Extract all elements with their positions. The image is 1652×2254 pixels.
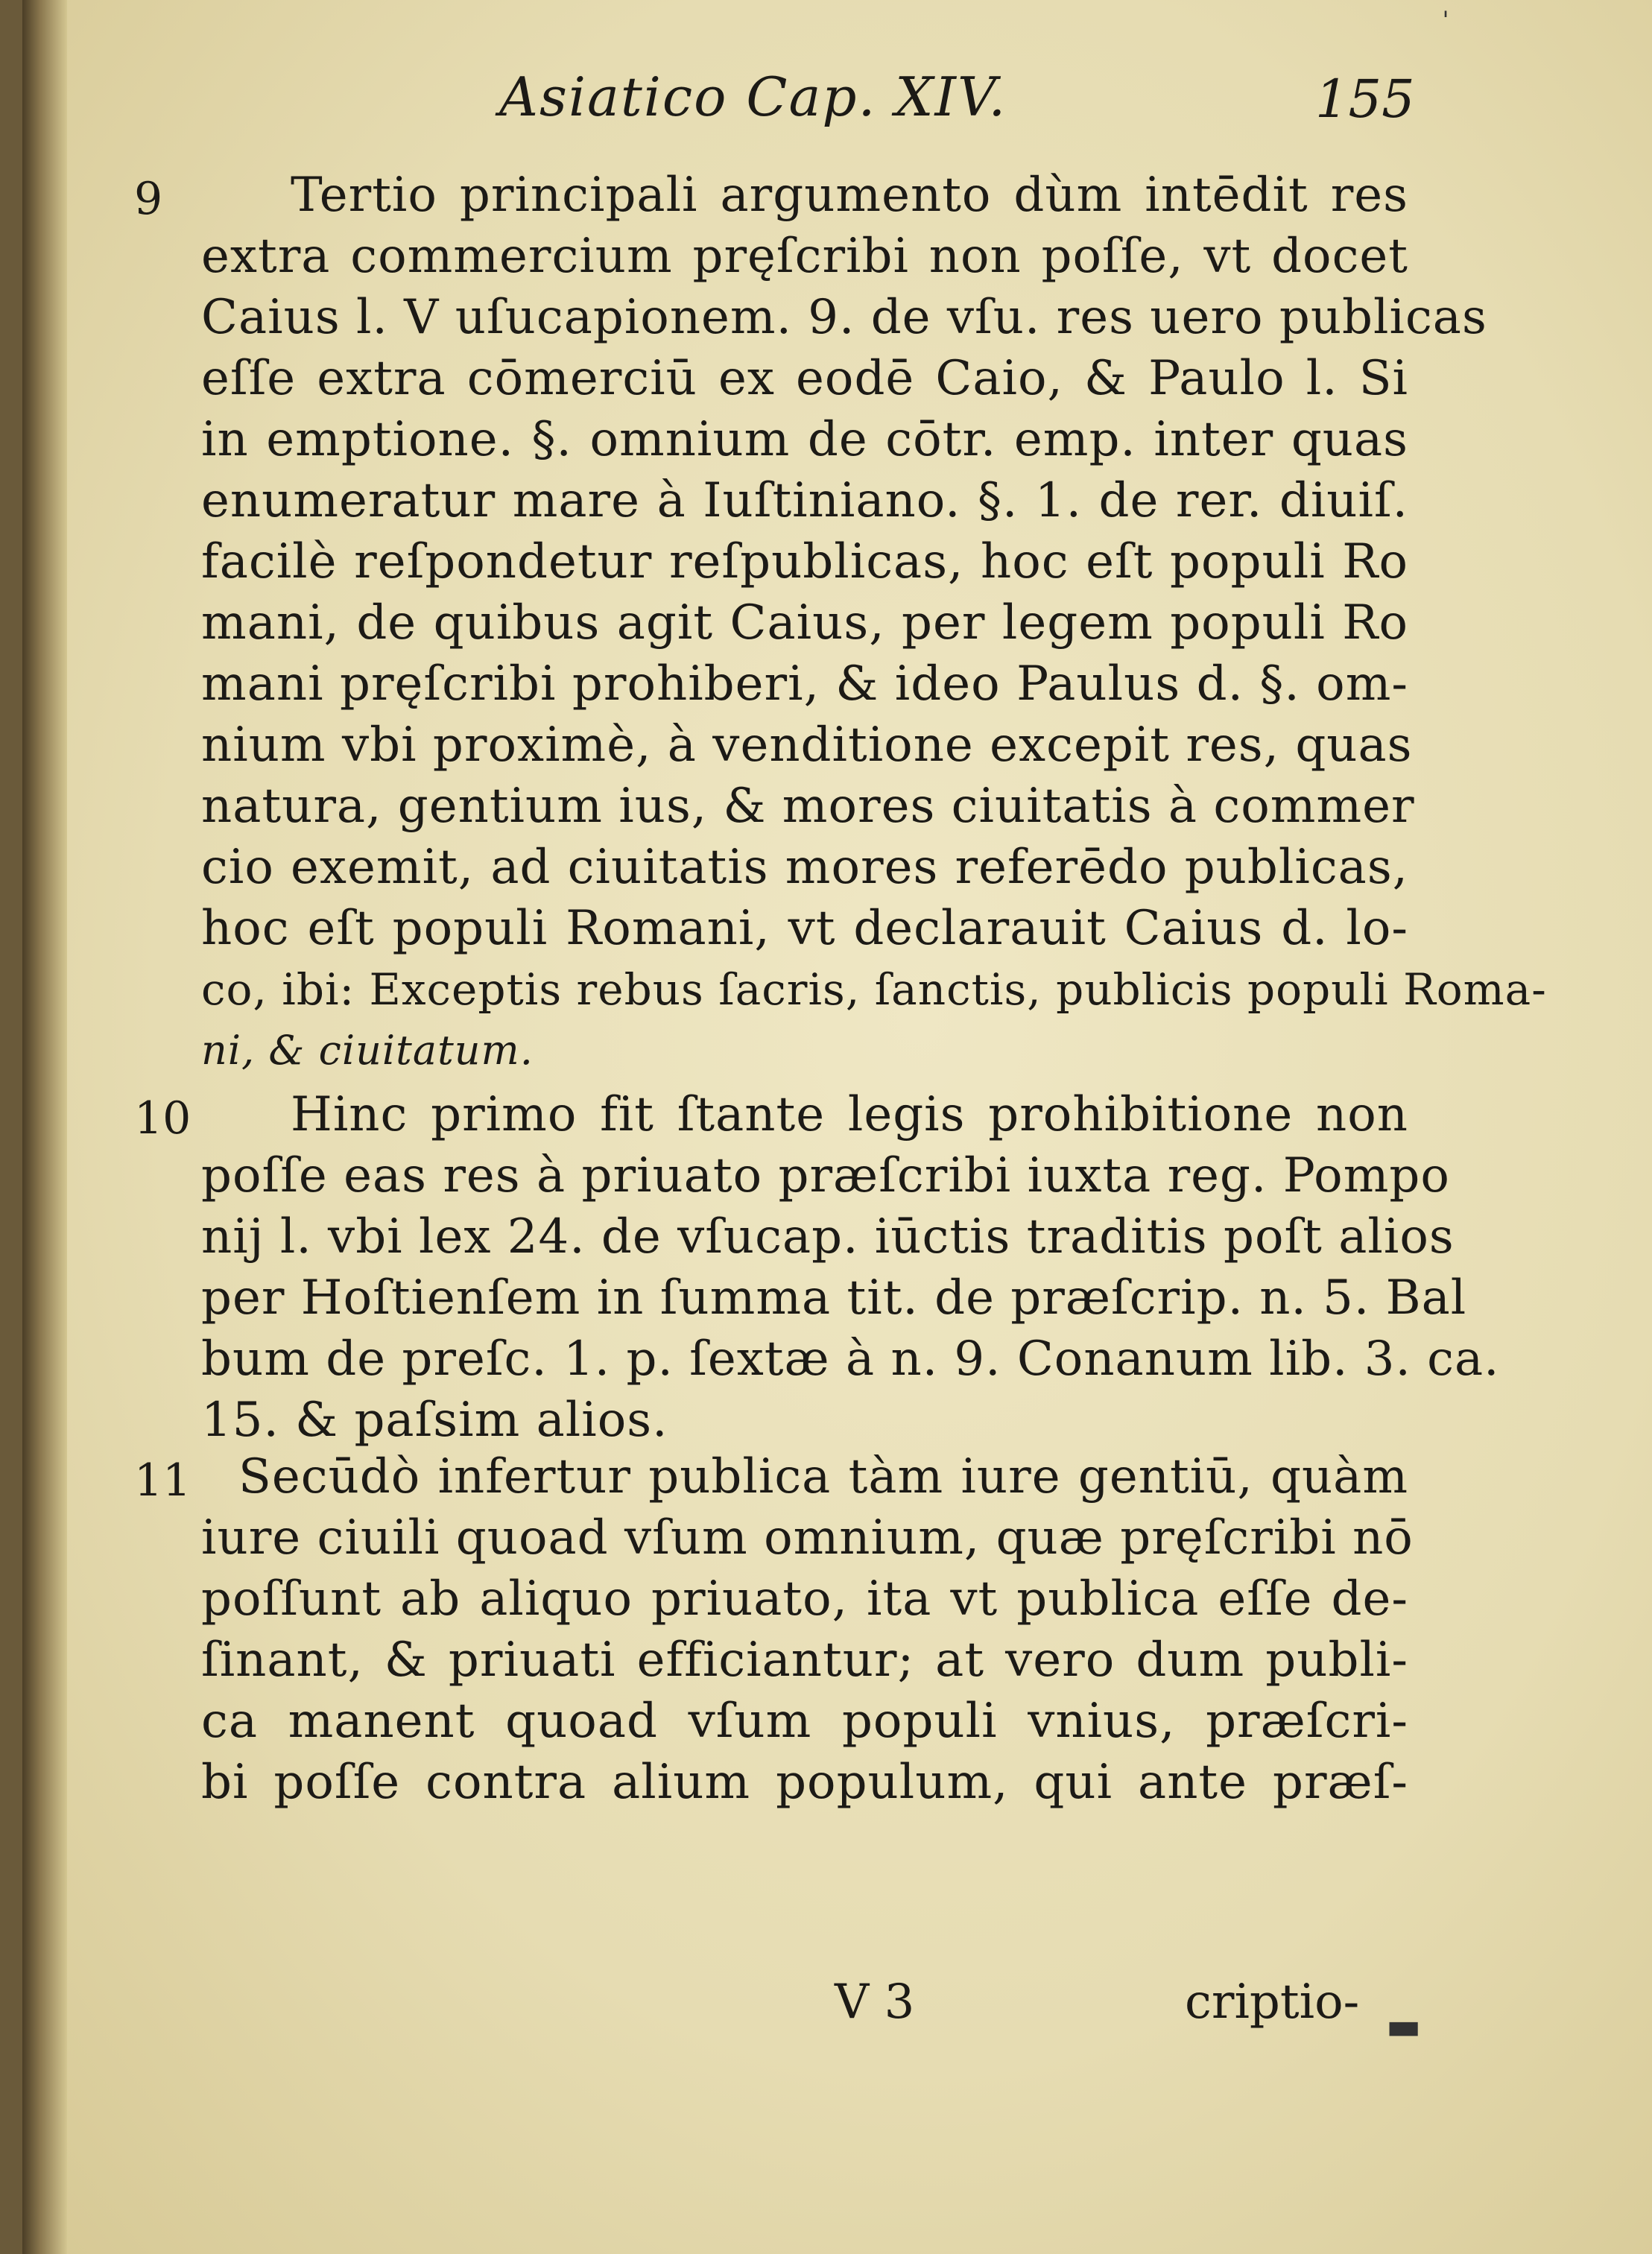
text-line: ni, & ciuitatum. bbox=[201, 1027, 534, 1074]
text-line: per Hoſtienſem in ſumma tit. de præſcrip. n. 5. Bal bbox=[201, 1270, 1467, 1326]
text-line: ca manent quoad vſum populi vnius, præſcri- bbox=[201, 1694, 1408, 1749]
text-line: bum de preſc. 1. p. ſextæ à n. 9. Conanum lib. 3. ca. bbox=[201, 1332, 1500, 1387]
text-line: poſſe eas res à priuato præſcribi iuxta reg. Pompo bbox=[201, 1148, 1450, 1203]
ink-tick-icon: ˈ bbox=[1442, 7, 1449, 38]
text-line: poſſunt ab aliquo priuato, ita vt publica eſſe de- bbox=[201, 1571, 1408, 1627]
running-head: Asiatico Cap. XIV. bbox=[499, 66, 1007, 128]
text-line: bi poſſe contra alium populum, qui ante præſ- bbox=[201, 1755, 1408, 1810]
catchword: criptio- bbox=[1185, 1975, 1360, 2030]
text-line: cio exemit, ad ciuitatis mores referēdo publicas, bbox=[201, 840, 1408, 895]
text-line: eſſe extra cōmerciū ex eodē Caio, & Paulo l. Si bbox=[201, 351, 1408, 406]
text-line: nij l. vbi lex 24. de vſucap. iūctis traditis poſt alios bbox=[201, 1209, 1455, 1264]
margin-number-9: 9 bbox=[134, 173, 163, 225]
text-line: 15. & paſsim alios. bbox=[201, 1393, 668, 1448]
text-line: facilè reſpondetur reſpublicas, hoc eſt populi Ro bbox=[201, 534, 1408, 589]
signature-mark: V 3 bbox=[835, 1975, 915, 2030]
text-line: in emptione. §. omnium de cōtr. emp. inter quas bbox=[201, 412, 1408, 467]
text-line: Secūdò infertur publica tàm iure gentiū, quàm bbox=[238, 1449, 1408, 1504]
text-line: hoc eſt populi Romani, vt declarauit Caius d. lo- bbox=[201, 901, 1408, 956]
text-line: extra commercium pręſcribi non poſſe, vt docet bbox=[201, 229, 1408, 284]
page-number: 155 bbox=[1315, 69, 1415, 130]
text-line: Tertio principali argumento dùm intēdit res bbox=[291, 168, 1408, 223]
text-line: enumeratur mare à Iuſtiniano. §. 1. de rer. diuiſ. bbox=[201, 473, 1408, 528]
book-page bbox=[22, 0, 1652, 2254]
text-line: natura, gentium ius, & mores ciuitatis à commer bbox=[201, 779, 1415, 834]
text-line: mani pręſcribi prohiberi, & ideo Paulus d. §. om- bbox=[201, 656, 1408, 712]
text-line: mani, de quibus agit Caius, per legem populi Ro bbox=[201, 595, 1408, 650]
text-line: Hinc primo fit ſtante legis prohibitione non bbox=[291, 1087, 1408, 1142]
binding-gutter bbox=[22, 0, 67, 2254]
text-line: co, ibi: Exceptis rebus ſacris, ſanctis, publicis populi Roma- bbox=[201, 964, 1547, 1015]
margin-number-10: 10 bbox=[134, 1092, 192, 1145]
text-line: nium vbi proximè, à venditione excepit res, quas bbox=[201, 718, 1413, 773]
text-line: iure ciuili quoad vſum omnium, quæ pręſcribi nō bbox=[201, 1510, 1414, 1566]
text-line: ſinant, & priuati efficiantur; at vero dum publi- bbox=[201, 1633, 1408, 1688]
text-line: Caius l. V uſucapionem. 9. de vſu. res uero publicas bbox=[201, 290, 1487, 345]
ink-dash-icon: ▬ bbox=[1386, 2004, 1422, 2048]
margin-number-11: 11 bbox=[134, 1454, 192, 1507]
